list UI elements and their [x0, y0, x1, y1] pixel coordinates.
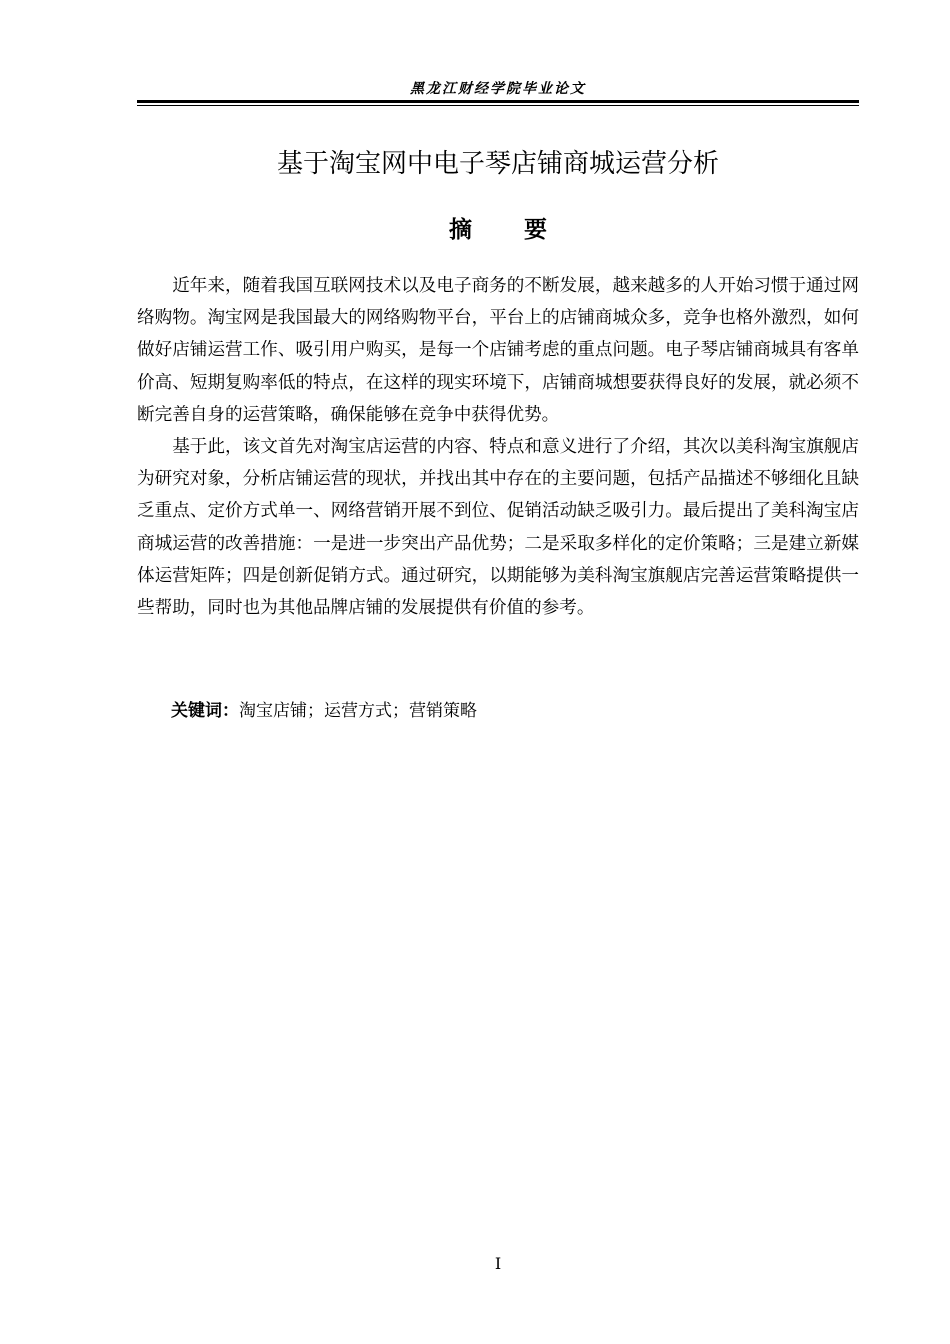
keywords-text: 淘宝店铺；运营方式；营销策略: [239, 701, 477, 721]
keywords-label: 关键词：: [171, 701, 239, 721]
header-rule-thick: [137, 100, 859, 103]
abstract-heading-char-2: 要: [524, 217, 547, 243]
page-number: I: [494, 1254, 502, 1273]
abstract-paragraph-2: 基于此，该文首先对淘宝店运营的内容、特点和意义进行了介绍，其次以美科淘宝旗舰店为研究对象，分析店铺运营的现状，并找出其中存在的主要问题，包括产品描述不够细化且缺乏重点、定价方式单一、网络营销开展不到位、促销活动缺乏吸引力。最后提出了美科淘宝店商城运营的改善措施：一是进一步突出产品优势；二是采取多样化的定价策略；三是建立新媒体运营矩阵；四是创新促销方式。通过研究，以期能够为美科淘宝旗舰店完善运营策略提供一些帮助，同时也为其他品牌店铺的发展提供有价值的参考。: [137, 437, 859, 619]
abstract-paragraph-1: 近年来，随着我国互联网技术以及电子商务的不断发展，越来越多的人开始习惯于通过网络购物。淘宝网是我国最大的网络购物平台，平台上的店铺商城众多，竞争也格外激烈，如何做好店铺运营工作、吸引用户购买，是每一个店铺考虑的重点问题。电子琴店铺商城具有客单价高、短期复购率低的特点，在这样的现实环境下，店铺商城想要获得良好的发展，就必须不断完善自身的运营策略，确保能够在竞争中获得优势。: [137, 276, 859, 425]
keywords-line: [137, 697, 859, 725]
running-header: 黑龙江财经学院毕业论文: [410, 81, 586, 97]
abstract-heading-char-1: 摘: [449, 217, 472, 243]
header-rule-thin: [137, 105, 859, 106]
abstract-body: [137, 270, 859, 624]
paper-title: 基于淘宝网中电子琴店铺商城运营分析: [276, 149, 719, 179]
abstract-heading: [137, 214, 859, 246]
